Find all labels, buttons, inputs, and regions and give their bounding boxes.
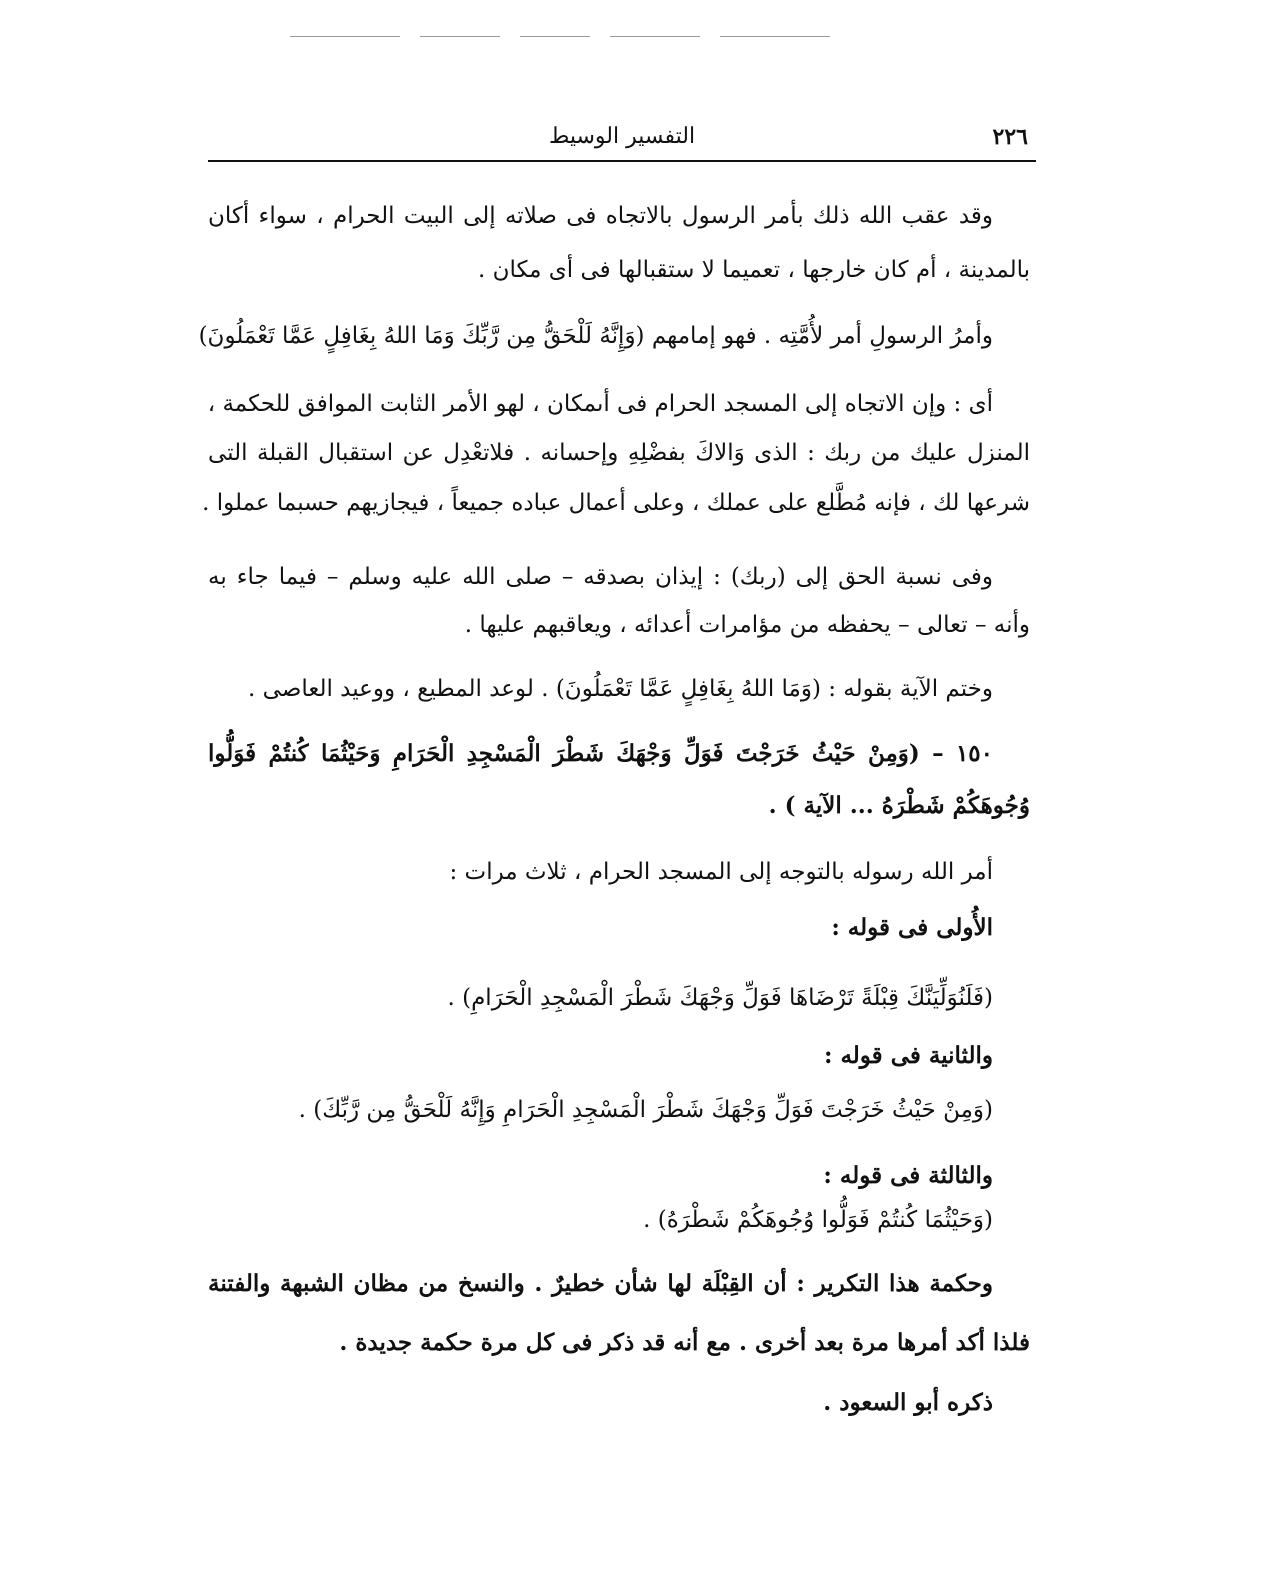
scan-mark [420, 36, 500, 37]
section-label: الأُولى فى قوله : [831, 914, 993, 941]
body-line: وأمرُ الرسولِ أمر لأُمَّتِه . فهو إمامهم (وَإِنَّهُ لَلْحَقُّ مِن رَّبِّكَ وَمَا اللهُ بِغَافِلٍ عَمَّا تَعْمَلُونَ) [198, 323, 993, 349]
quote-line: (فَلَنُوَلِّيَنَّكَ قِبْلَةً تَرْضَاهَا فَوَلِّ وَجْهَكَ شَطْرَ الْمَسْجِدِ الْحَرَامِ) . [447, 985, 993, 1011]
body-line: ذكره أبو السعود . [823, 1389, 993, 1416]
body-line: وحكمة هذا التكرير : أن القِبْلَة لها شأن خطيرٌ . والنسخ من مظان الشبهة والفتنة [208, 1270, 993, 1297]
body-line: وفى نسبة الحق إلى (ربك) : إيذان بصدقه – صلى الله عليه وسلم – فيما جاء به [208, 564, 993, 590]
verse-line: ١٥٠ – (وَمِنْ حَيْثُ خَرَجْتَ فَوَلِّ وَجْهَكَ شَطْرَ الْمَسْجِدِ الْحَرَامِ وَحَيْثُمَا كُنتُمْ فَوَلُّوا [208, 740, 993, 767]
body-line: المنزل عليك من ربك : الذى وَالاكَ بفضْلِهِ وإحسانه . فلاتعْدِل عن استقبال القبلة التى [208, 440, 1030, 466]
running-title: التفسير الوسيط [548, 124, 696, 149]
body-line: أى : وإن الاتجاه إلى المسجد الحرام فى أىمكان ، لهو الأمر الثابت الموافق للحكمة ، [207, 391, 993, 417]
body-line: فلذا أكد أمرها مرة بعد أخرى . مع أنه قد ذكر فى كل مرة حكمة جديدة . [339, 1329, 1030, 1356]
body-line: أمر الله رسوله بالتوجه إلى المسجد الحرام ، ثلاث مرات : [449, 859, 993, 885]
page-number: ٢٢٦ [992, 124, 1028, 150]
body-line: وختم الآية بقوله : (وَمَا اللهُ بِغَافِلٍ عَمَّا تَعْمَلُونَ) . لوعد المطيع ، ووعيد العاصى . [248, 676, 993, 702]
scan-mark [290, 36, 400, 37]
scan-mark [610, 36, 700, 37]
body-line: وأنه – تعالى – يحفظه من مؤامرات أعدائه ، ويعاقبهم عليها . [464, 612, 1030, 638]
body-line: شرعها لك ، فإنه مُطَّلع على عملك ، وعلى أعمال عباده جميعاً ، فيجازيهم حسبما عملوا . [202, 490, 1030, 516]
body-line: وقد عقب الله ذلك بأمر الرسول بالاتجاه فى صلاته إلى البيت الحرام ، سواء أكان [208, 203, 993, 229]
scan-mark [720, 36, 830, 37]
body-line: بالمدينة ، أم كان خارجها ، تعميما لا ستقبالها فى أى مكان . [477, 257, 1030, 283]
quote-line: (وَحَيْثُمَا كُنتُمْ فَوَلُّوا وُجُوهَكُمْ شَطْرَهُ) . [643, 1207, 993, 1233]
section-label: والثالثة فى قوله : [823, 1162, 993, 1189]
scan-mark [520, 36, 590, 37]
quote-line: (وَمِنْ حَيْثُ خَرَجْتَ فَوَلِّ وَجْهَكَ شَطْرَ الْمَسْجِدِ الْحَرَامِ وَإِنَّهُ لَلْحَقُّ مِن رَّبِّكَ) . [298, 1097, 993, 1123]
header-rule [208, 160, 1036, 162]
section-label: والثانية فى قوله : [823, 1042, 993, 1069]
verse-line: وُجُوهَكُمْ شَطْرَهُ ... الآية ) . [768, 792, 1030, 819]
page-header [208, 118, 1036, 160]
